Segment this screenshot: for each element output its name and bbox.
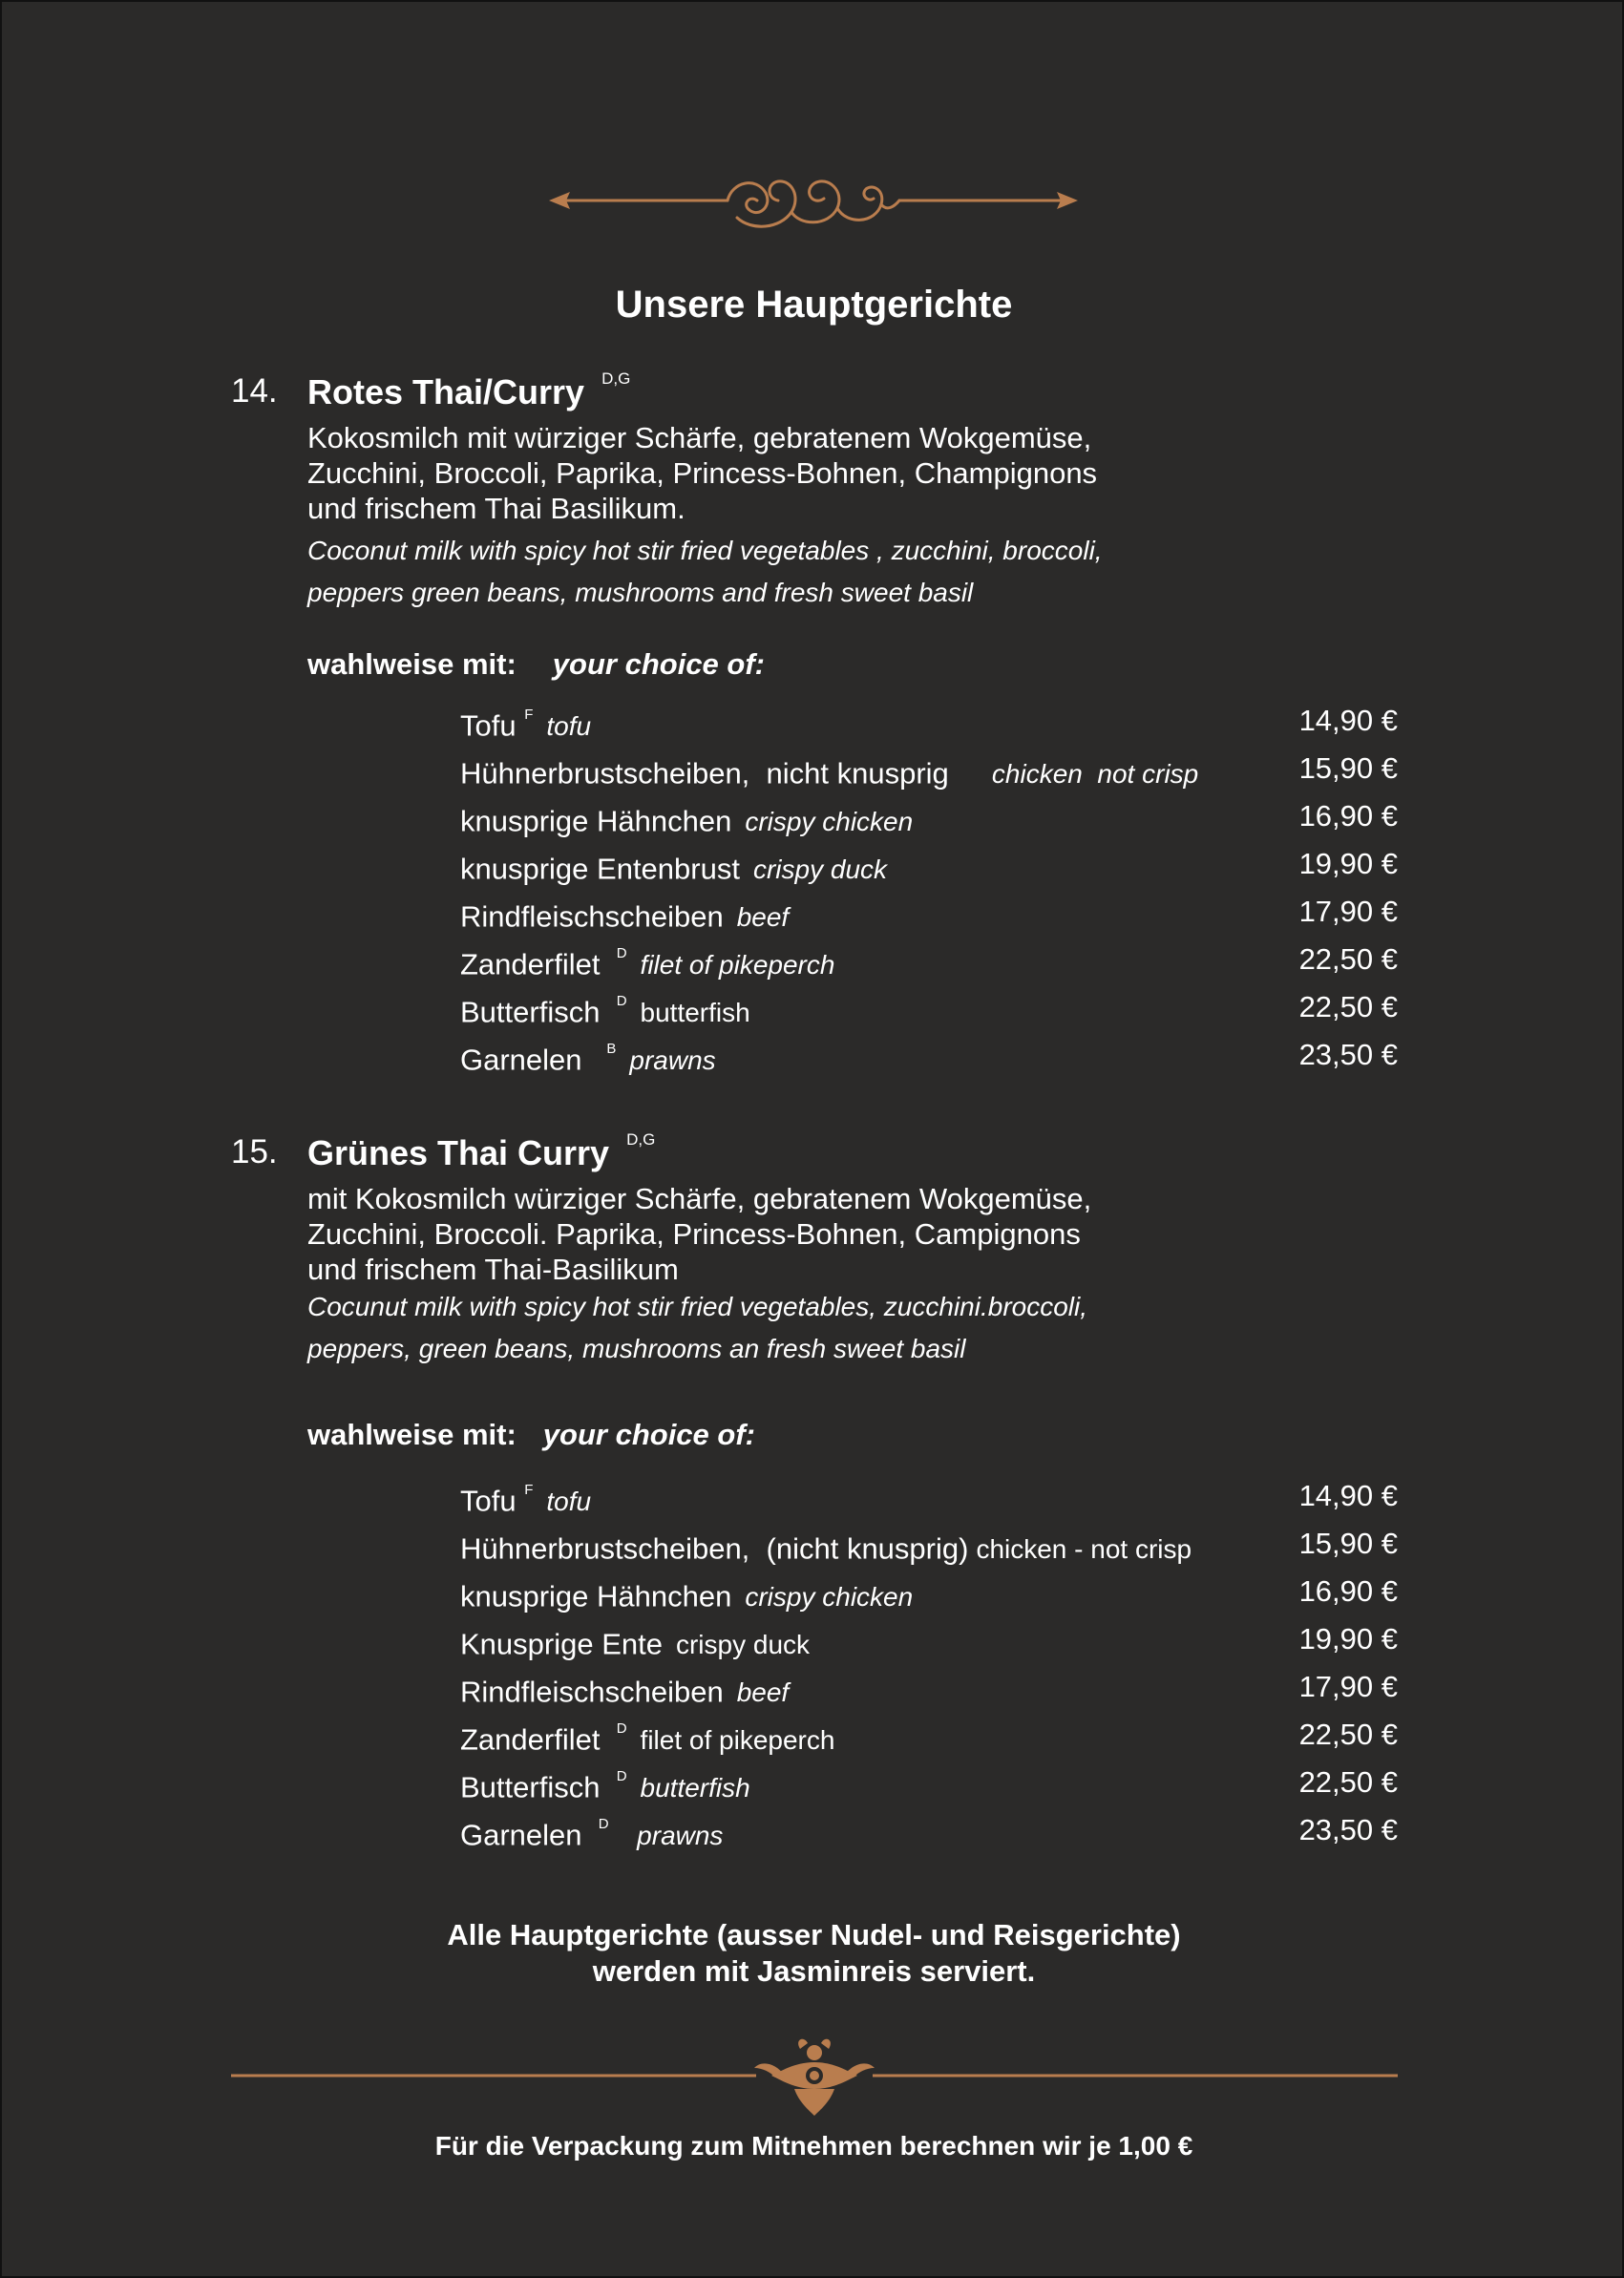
price: 15,90 € [1298, 751, 1398, 785]
price: 19,90 € [1298, 1622, 1398, 1656]
option-row: knusprige Hähnchen crispy chicken 16,90 € [460, 792, 1398, 840]
price: 22,50 € [1298, 942, 1398, 976]
dish-number: 14. [231, 372, 278, 410]
price: 22,50 € [1298, 1765, 1398, 1799]
price: 22,50 € [1298, 990, 1398, 1023]
rice-note: Alle Hauptgerichte (ausser Nudel- und Reisgerichte) werden mit Jasminreis serviert. [447, 1918, 1181, 1988]
description-english: Cocunut milk with spicy hot stir fried vegetables, zucchini.broccoli, peppers, green beans, mushrooms an fresh sweet basil [307, 1292, 1088, 1363]
dish-number: 15. [231, 1133, 278, 1171]
option-row: Butterfisch $^D$ butterfish 22,50 € [460, 983, 1398, 1031]
option-row: Tofu $^F$ tofu 14,90 € [460, 697, 1398, 745]
damask-ornament [231, 2034, 1398, 2120]
option-row: Hühnerbrustscheiben, nicht knusprig chicken not crisp 15,90 € [460, 745, 1398, 792]
option-row: Zanderfilet $^D$ filet of pikeperch 22,50 € [460, 1711, 1398, 1759]
option-row: Rindfleischscheiben beef 17,90 € [460, 1663, 1398, 1711]
option-list [460, 697, 1398, 1079]
allergen-codes: D,G [601, 369, 631, 388]
option-row: Garnelen $^D$ prawns 23,50 € [460, 1806, 1398, 1854]
dish-name: Rotes Thai/Curry $^{D,G}$ [307, 369, 631, 411]
option-row: Rindfleischscheiben beef 17,90 € [460, 888, 1398, 936]
price: 14,90 € [1298, 1479, 1398, 1512]
option-row: knusprige Entenbrust crispy duck 19,90 € [460, 840, 1398, 888]
option-row: Zanderfilet $^D$ filet of pikeperch 22,50 € [460, 936, 1398, 983]
price: 17,90 € [1298, 895, 1398, 928]
description-english: Coconut milk with spicy hot stir fried vegetables , zucchini, broccoli, peppers green beans, mushrooms and fresh sweet basil [307, 536, 1103, 607]
option-row: knusprige Hähnchen crispy chicken 16,90 € [460, 1568, 1398, 1615]
price: 14,90 € [1298, 704, 1398, 737]
option-row: Knusprige Ente crispy duck 19,90 € [460, 1615, 1398, 1663]
price: 16,90 € [1298, 1574, 1398, 1608]
price: 16,90 € [1298, 799, 1398, 833]
description-german: Kokosmilch mit würziger Schärfe, gebratenem Wokgemüse, Zucchini, Broccoli, Paprika, Princess-Bohnen, Champignons und frischem Thai Basilikum. [307, 421, 1098, 525]
price: 23,50 € [1298, 1813, 1398, 1846]
allergen-codes: D,G [626, 1130, 656, 1149]
dish-name: Grünes Thai Curry $^{D,G}$ [307, 1130, 656, 1172]
takeaway-fee-note: Für die Verpackung zum Mitnehmen berechnen wir je 1,00 € [434, 2131, 1193, 2161]
description-german: mit Kokosmilch würziger Schärfe, gebratenem Wokgemüse, Zucchini, Broccoli. Paprika, Princess-Bohnen, Campignons und frischem Thai-Basilikum [307, 1182, 1092, 1286]
price: 19,90 € [1298, 847, 1398, 880]
option-list [460, 1472, 1398, 1854]
option-row: Butterfisch $^D$ butterfish 22,50 € [460, 1759, 1398, 1806]
option-row: Tofu $^F$ tofu 14,90 € [460, 1472, 1398, 1520]
price: 17,90 € [1298, 1670, 1398, 1703]
price: 15,90 € [1298, 1527, 1398, 1560]
choice-label: wahlweise mit: your choice of: [307, 647, 765, 681]
choice-label: wahlweise mit: your choice of: [307, 1418, 755, 1451]
page-title: Unsere Hauptgerichte [615, 284, 1013, 326]
option-row: Hühnerbrustscheiben, (nicht knusprig) chicken - not crisp 15,90 € [460, 1520, 1398, 1568]
price: 23,50 € [1298, 1038, 1398, 1071]
option-row: Garnelen $^B$ prawns 23,50 € [460, 1031, 1398, 1079]
price: 22,50 € [1298, 1718, 1398, 1751]
flourish-ornament [541, 162, 1086, 239]
